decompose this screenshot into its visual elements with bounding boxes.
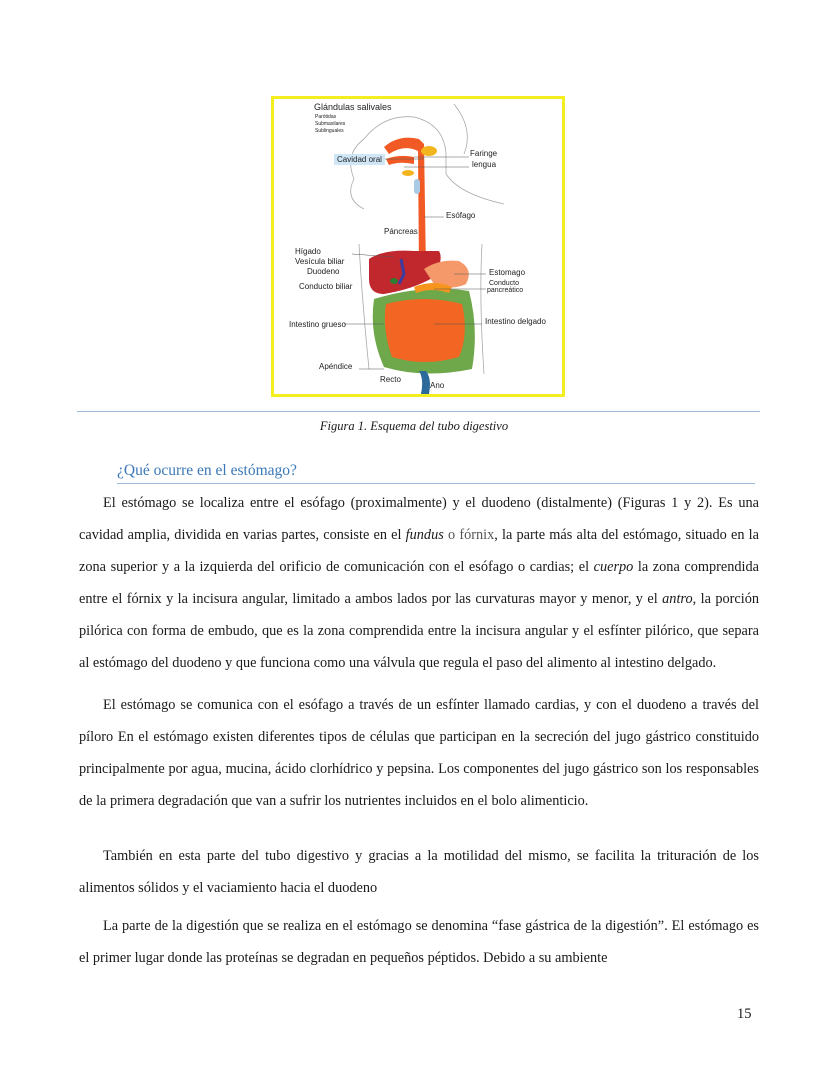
page-number: 15 — [737, 1006, 752, 1022]
label-glandulas-salivales: Glándulas salivales — [314, 102, 392, 112]
p1-text-c: , la parte más alta del estómago, situado en la zona superior y a la izquierda del orificio de comunicación con el esófago o cardias; el — [79, 527, 759, 575]
label-duodeno: Duodeno — [307, 267, 340, 276]
label-parotidas: Parótidas — [315, 114, 337, 120]
term-antro: antro — [662, 591, 693, 607]
label-apendice: Apéndice — [319, 362, 353, 371]
term-cuerpo: cuerpo — [593, 559, 634, 575]
label-estomago: Estomago — [489, 268, 526, 277]
label-higado: Hígado — [295, 247, 321, 256]
p1-text-a: El estómago se localiza entre el esófago (proximalmente) y el duodeno (distalmente) (Figuras 1 y 2). Es una cavidad amplia, dividida en varias partes, consiste en el — [79, 495, 759, 543]
label-sublinguales: Sublinguales — [315, 128, 344, 134]
term-fundus: fundus — [405, 527, 444, 543]
label-recto: Recto — [380, 375, 401, 384]
label-lengua: lengua — [472, 160, 497, 169]
label-submaxilares: Submaxilares — [315, 121, 346, 127]
label-ano: Ano — [430, 381, 445, 390]
p1-text-e: , la porción pilórica con forma de embudo, que es la zona comprendida entre la incisura angular y el esfínter pilórico, que separa al estómago del duodeno y que funciona como una válvula que regula el paso del alimento al intestino delgado. — [79, 591, 760, 671]
figure-caption: Figura 1. Esquema del tubo digestivo — [319, 419, 509, 433]
p1-text-b: o fórnix — [443, 527, 495, 543]
label-cavidad-oral: Cavidad oral — [334, 154, 385, 165]
label-conducto-pancreatico: Conducto — [489, 280, 519, 287]
label-esofago: Esófago — [446, 211, 476, 220]
paragraph-1 — [79, 487, 759, 679]
figure-divider — [77, 411, 760, 412]
label-faringe: Faringe — [470, 149, 498, 158]
label-vesicula-biliar: Vesícula biliar — [295, 257, 345, 266]
label-intestino-grueso: Intestino grueso — [289, 320, 346, 329]
p1-text-d: la zona comprendida entre el fórnix y la incisura angular, limitado a ambos lados por las curvaturas mayor y menor, y el — [79, 559, 759, 607]
paragraph-3: También en esta parte del tubo digestivo y gracias a la motilidad del mismo, se facilita la trituración de los alimentos sólidos y el vaciamiento hacia el duodeno — [79, 848, 759, 896]
label-conducto-biliar: Conducto biliar — [299, 282, 353, 291]
section-heading: ¿Qué ocurre en el estómago? — [117, 462, 297, 479]
label-conducto-pancreatico-2: pancreático — [487, 287, 524, 294]
paragraph-4: La parte de la digestión que se realiza en el estómago se denomina “fase gástrica de la digestión”. El estómago es el primer lugar donde las proteínas se degradan en pequeños péptidos. Debido a su ambiente — [79, 918, 759, 966]
label-intestino-delgado: Intestino delgado — [485, 317, 546, 326]
digestive-system-figure — [271, 96, 565, 397]
paragraph-2: El estómago se comunica con el esófago a través de un esfínter llamado cardias, y con el duodeno a través del píloro En el estómago existen diferentes tipos de células que participan en la secreción del jugo gástrico constituido principalmente por agua, mucina, ácido clorhídrico y pepsina. Los componentes del jugo gástrico son los responsables de la primera degradación que van a sufrir los nutrientes incluidos en el bolo alimenticio. — [79, 697, 759, 809]
label-pancreas: Páncreas — [384, 227, 418, 236]
heading-underline — [117, 483, 755, 484]
